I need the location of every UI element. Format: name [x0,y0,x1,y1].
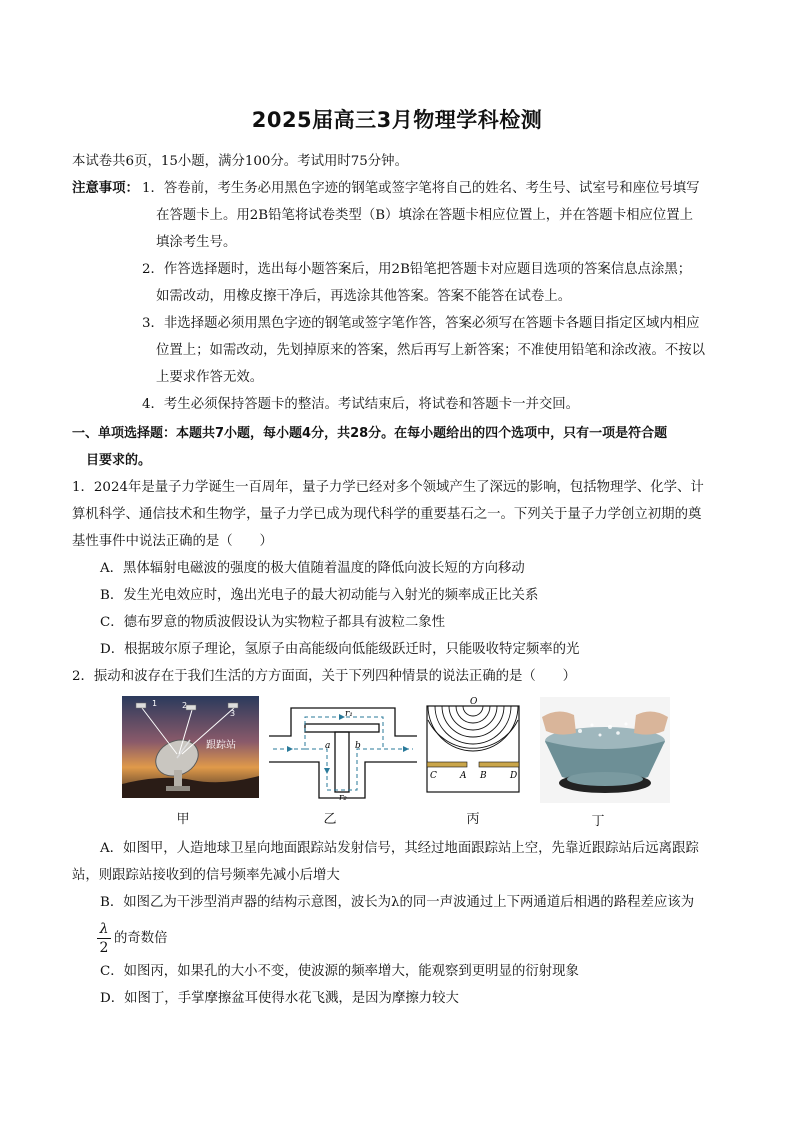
page-title: 2025届高三3月物理学科检测 [251,108,543,132]
figure-label: r₂ [339,793,347,803]
notice-line: 位置上；如需改动，先划掉原来的答案，然后再写上新答案；不准使用铅笔和涂改液。不按以 [156,343,706,358]
option-b: 的奇数倍 [114,931,168,946]
figure-label: C [430,771,437,781]
intro-text: 本试卷共6页，15小题，满分100分。考试用时75分钟。 [72,154,408,169]
question-1-stem: 算机科学、通信技术和生物学，量子力学已成为现代科学的重要基石之一。下列关于量子力学创立初期的奠 [72,507,702,522]
figure-caption: 丙 [466,812,480,827]
notice-label: 注意事项： [72,181,139,196]
option-b: B．如图乙为干涉型消声器的结构示意图，波长为λ的同一声波通过上下两通道后相遇的路程差应该为 [100,895,695,910]
notice-line: 上要求作答无效。 [156,370,264,385]
figure-label: a [325,741,331,751]
figure-label: 1 [152,699,158,708]
figure-caption: 丁 [591,814,605,829]
figure-caption: 乙 [323,812,337,827]
option-a: A．如图甲，人造地球卫星向地面跟踪站发射信号，其经过地面跟踪站上空，先靠近跟踪站后远离跟踪 [100,841,699,856]
section-heading: 目要求的。 [86,453,152,468]
basin-photo [540,697,670,803]
figure-label: 跟踪站 [206,740,236,751]
figure-label: 2 [182,701,188,710]
figure-label: O [470,697,478,707]
figure-label: D [510,771,518,781]
question-1-stem: 1．2024年是量子力学诞生一百周年，量子力学已经对多个领域产生了深远的影响，包括物理学、化学、计 [72,480,704,495]
option-c: C．德布罗意的物质波假设认为实物粒子都具有波粒二象性 [100,615,446,630]
option-b: B．发生光电效应时，逸出光电子的最大初动能与入射光的频率成正比关系 [100,588,539,603]
fraction-numerator: λ [99,921,109,937]
question-2-stem: 2．振动和波存在于我们生活的方方面面，关于下列四种情景的说法正确的是（ ） [72,669,576,684]
notice-line: 如需改动，用橡皮擦干净后，再选涂其他答案。答案不能答在试卷上。 [156,289,572,304]
notice-line: 4．考生必须保持答题卡的整洁。考试结束后，将试卷和答题卡一并交回。 [142,397,580,412]
figure-label: A [460,771,467,781]
figure-label: b [355,741,361,751]
question-1-stem: 基性事件中说法正确的是（ ） [72,534,273,549]
figure-label: 3 [230,709,236,718]
notice-line: 在答题卡上。用2B铅笔将试卷类型（B）填涂在答题卡相应位置上，并在答题卡相应位置上 [156,208,694,223]
figure-caption: 甲 [176,812,190,827]
notice-line: 1．答卷前，考生务必用黑色字迹的钢笔或签字笔将自己的姓名、考生号、试室号和座位号填写 [142,181,700,196]
fraction-lambda-half [96,920,112,957]
fraction-denominator: 2 [99,940,109,956]
option-d: D．根据玻尔原子理论，氢原子由高能级向低能级跃迁时，只能吸收特定频率的光 [100,642,580,657]
section-heading: 一、单项选择题：本题共7小题，每小题4分，共28分。在每小题给出的四个选项中，只有一项是符合题 [72,426,668,441]
option-a: A．黑体辐射电磁波的强度的极大值随着温度的降低向波长短的方向移动 [100,561,525,576]
notice-line: 填涂考生号。 [156,235,237,250]
option-c: C．如图丙，如果孔的大小不变，使波源的频率增大，能观察到更明显的衍射现象 [100,964,579,979]
diffraction-diagram [426,694,520,804]
muffler-diagram [269,702,417,804]
option-d: D．如图丁，手掌摩擦盆耳使得水花飞溅，是因为摩擦力较大 [100,991,459,1006]
option-a: 站，则跟踪站接收到的信号频率先减小后增大 [72,868,340,883]
notice-line: 2．作答选择题时，选出每小题答案后，用2B铅笔把答题卡对应题目选项的答案信息点涂黑； [142,262,692,277]
satellite-dish-photo [122,696,259,798]
figure-label: r₁ [345,709,353,719]
notice-line: 3．非选择题必须用黑色字迹的钢笔或签字笔作答，答案必须写在答题卡各题目指定区域内相应 [142,316,700,331]
figure-label: B [480,771,487,781]
